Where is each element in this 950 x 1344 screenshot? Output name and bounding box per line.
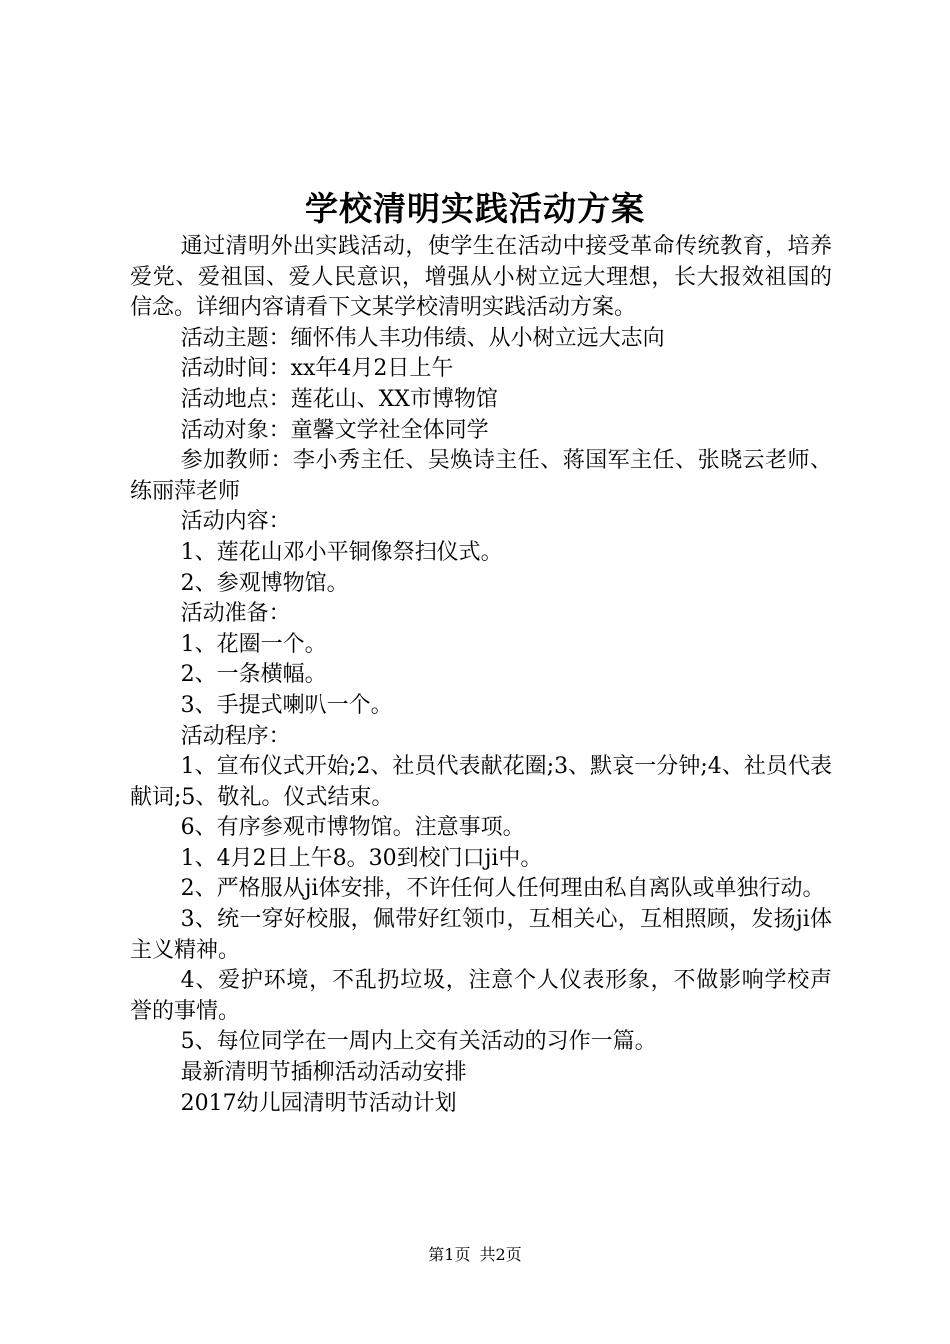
notice-item: 3、统一穿好校服，佩带好红领巾，互相关心，互相照顾，发扬ji体主义精神。 <box>130 907 832 963</box>
activity-preparation-heading: 活动准备： <box>180 601 291 627</box>
activity-time: 活动时间：xx年4月2日上午 <box>180 356 454 382</box>
document-title: 学校清明实践活动方案 <box>305 189 645 228</box>
activity-procedure-heading: 活动程序： <box>180 723 291 749</box>
activity-audience: 活动对象：童馨文学社全体同学 <box>180 417 489 443</box>
procedure-item: 1、宣布仪式开始;2、社员代表献花圈;3、默哀一分钟;4、社员代表献词;5、敬礼。仪式结束。 <box>130 754 832 810</box>
intro-paragraph: 通过清明外出实践活动，使学生在活动中接受革命传统教育，培养爱党、爱祖国、爱人民意识，增强从小树立远大理想，长大报效祖国的信念。详细内容请看下文某学校清明实践活动方案。 <box>130 234 832 321</box>
activity-location: 活动地点：莲花山、XX市博物馆 <box>180 386 498 412</box>
participating-teachers: 参加教师：李小秀主任、吴焕诗主任、蒋国军主任、张晓云老师、练丽萍老师 <box>130 448 832 504</box>
activity-theme: 活动主题：缅怀伟人丰功伟绩、从小树立远大志向 <box>180 325 665 351</box>
notice-item: 1、4月2日上午8。30到校门口ji中。 <box>180 845 543 871</box>
activity-content-heading: 活动内容： <box>180 509 291 535</box>
preparation-item: 3、手提式喇叭一个。 <box>180 692 393 718</box>
related-article: 2017幼儿园清明节活动计划 <box>180 1090 457 1116</box>
notice-item: 4、爱护环境，不乱扔垃圾，注意个人仪表形象，不做影响学校声誉的事情。 <box>130 968 832 1024</box>
notice-item: 5、每位同学在一周内上交有关活动的习作一篇。 <box>180 1029 657 1055</box>
document-body <box>130 232 832 1119</box>
preparation-item: 1、花圈一个。 <box>180 631 327 657</box>
page-number: 第1页 <box>428 1245 471 1264</box>
preparation-item: 2、一条横幅。 <box>180 662 327 688</box>
content-item: 1、莲花山邓小平铜像祭扫仪式。 <box>180 539 503 565</box>
page-total: 共2页 <box>479 1245 522 1264</box>
content-item: 2、参观博物馆。 <box>180 570 349 596</box>
page-footer <box>0 1244 950 1266</box>
notice-item: 2、严格服从ji体安排，不许任何人任何理由私自离队或单独行动。 <box>180 876 825 902</box>
related-article: 最新清明节插柳活动活动安排 <box>180 1060 467 1086</box>
procedure-item: 6、有序参观市博物馆。注意事项。 <box>180 815 525 841</box>
